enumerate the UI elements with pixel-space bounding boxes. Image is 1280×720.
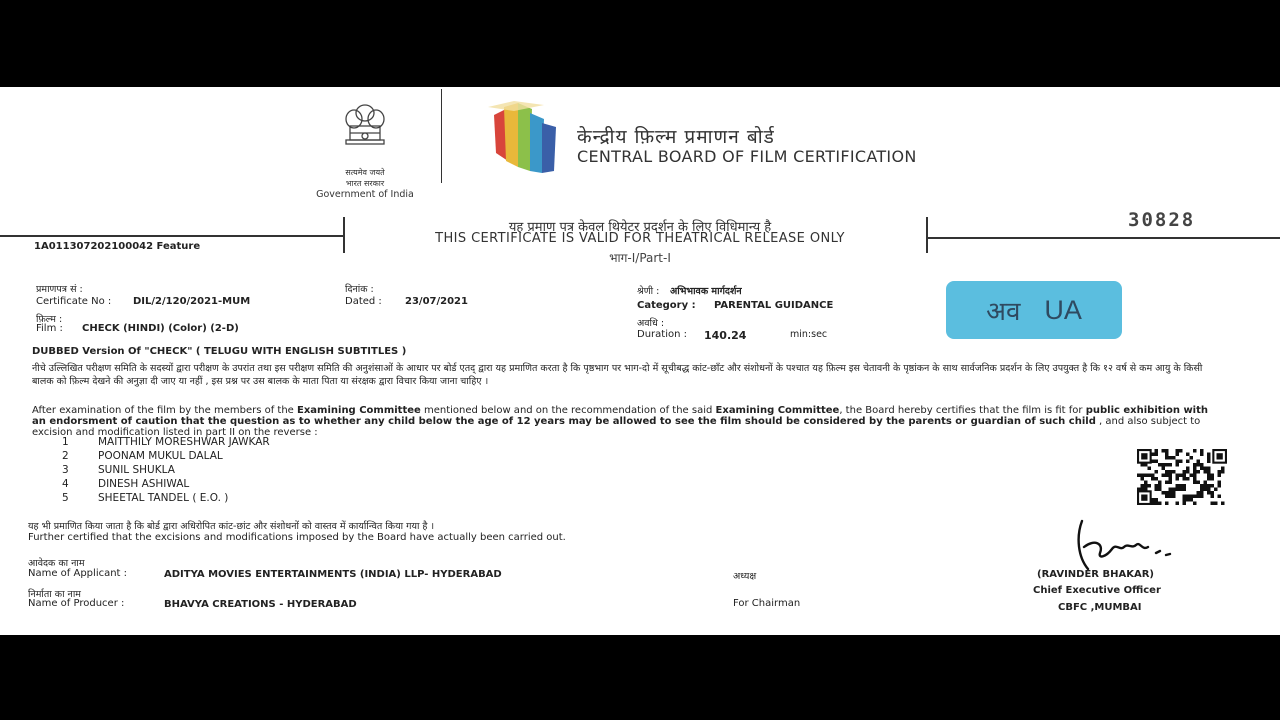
duration-value: 140.24 [704,329,747,342]
category-hindi-label: श्रेणी : [637,286,660,297]
signature-icon [1070,517,1182,573]
part-label: भाग-I/Part-I [609,251,671,265]
certificate-sheet [0,87,1280,635]
category-hindi-value: अभिभावक मार्गदर्शन [670,286,742,297]
govt-hindi: भारत सरकार [345,179,385,188]
banner-bracket-left [343,217,345,253]
board-name-hindi: केन्द्रीय फ़िल्म प्रमाणन बोर्ड [577,126,775,148]
serial-number: 30828 [1128,209,1196,231]
producer-label: Name of Producer : [28,598,125,609]
govt-english: Government of India [316,189,414,200]
member-number: 4 [62,478,69,490]
cbfc-logo-icon [484,97,564,179]
member-number: 1 [62,436,69,448]
member-number: 3 [62,464,69,476]
duration-label: Duration : [637,329,687,340]
english-para-part: Examining Committee [297,405,421,416]
qr-code-icon [1137,449,1227,505]
member-name: SUNIL SHUKLA [98,464,175,476]
signatory-title: Chief Executive Officer [1033,585,1161,596]
member-number: 2 [62,450,69,462]
government-of-india-caption [300,167,430,200]
chairman-label: For Chairman [733,598,801,609]
chairman-hindi: अध्यक्ष [733,571,757,582]
applicant-value: ADITYA MOVIES ENTERTAINMENTS (INDIA) LLP- HYDERABAD [164,569,502,580]
rating-code: UA [1044,294,1082,325]
date-value: 23/07/2021 [405,296,468,307]
validity-english: THIS CERTIFICATE IS VALID FOR THEATRICAL RELEASE ONLY [435,231,845,246]
english-para-part: , the Board hereby certifies that the film is fit for [839,405,1086,416]
member-name: SHEETAL TANDEL ( E.O. ) [98,492,229,504]
banner-line-right [926,237,1280,239]
board-name-english: CENTRAL BOARD OF FILM CERTIFICATION [577,147,917,166]
english-para-part: public exhibition with an endorsment of caution that the question as to whether any child below the age of 12 years may be allowed to see the film should be considered by the parents or guardian of such child [32,405,1209,427]
english-para-part: mentioned below and on the recommendation of the said [420,405,716,416]
category-value: PARENTAL GUIDANCE [714,300,834,311]
date-label: Dated : [345,296,382,307]
certificate-no-hindi: प्रमाणपत्र सं : [36,284,83,295]
category-label: Category : [637,300,696,311]
duration-unit: min:sec [790,329,828,340]
producer-hindi: निर्माता का नाम [28,589,81,600]
member-name: DINESH ASHIWAL [98,478,190,490]
member-number: 5 [62,492,69,504]
emblem-motto: सत्यमेव जयते [345,168,385,177]
english-para-part: After examination of the film by the members of the [32,405,298,416]
national-emblem-icon [330,99,400,161]
english-para-part: Examining Committee [715,405,840,416]
further-english: Further certified that the excisions and modifications imposed by the Board have actually been carried out. [28,532,566,543]
applicant-label: Name of Applicant : [28,568,128,579]
certificate-no-value: DIL/2/120/2021-MUM [133,296,251,307]
duration-hindi: अवधि : [637,318,665,329]
member-name: POONAM MUKUL DALAL [98,450,223,462]
banner-bracket-right [926,217,928,253]
hindi-paragraph: नीचे उल्लिखित परीक्षण समिति के सदस्यों द्वारा परीक्षण के उपरांत तथा इस परीक्षण समिति की अनुशंसाओं के आधार पर बोर्ड एतद् द्वारा यह प्रमाणित करता है कि पृष्ठभाग पर भाग-दो में सूचीबद्ध कांट-छाँट और संशोधनों के पश्चात यह फ़िल्म इस चेतावनी के पृष्ठांकन के साथ सार्वजनिक प्रदर्शन के लिए उपयुक्त है कि १२ वर्ष से कम आयु के किसी बालक को फ़िल्म देखने की अनुज्ञा दी जाए या नहीं , इस प्रश्न पर उस बालक के माता पिता या संरक्षक द्वारा विचार किया जाना चाहिए । [32,363,1203,387]
film-value: CHECK (HINDI) (Color) (2-D) [82,323,239,334]
validity-hindi: यह प्रमाण पत्र केवल थियेटर प्रदर्शन के लिए विधिमान्य है [508,220,772,235]
applicant-hindi: आवेदक का नाम [28,558,85,569]
signatory-office: CBFC ,MUMBAI [1058,602,1142,613]
signatory-name: (RAVINDER BHAKAR) [1037,569,1154,580]
english-paragraph [32,405,1222,438]
certificate-no-label: Certificate No : [36,296,112,307]
dubbed-version: DUBBED Version Of "CHECK" ( TELUGU WITH ENGLISH SUBTITLES ) [32,346,407,357]
member-name: MAITTHILY MORESHWAR JAWKAR [98,436,270,448]
rating-hindi: अव [986,297,1021,327]
producer-value: BHAVYA CREATIONS - HYDERABAD [164,599,357,610]
banner-line-left [0,235,344,237]
film-hindi: फ़िल्म : [36,314,63,325]
feature-id: 1A011307202100042 Feature [34,241,201,252]
further-hindi: यह भी प्रमाणित किया जाता है कि बोर्ड द्वारा अधिरोपित कांट-छांट और संशोधनों को वास्तव में कार्यान्वित किया गया है । [28,521,435,532]
film-label: Film : [36,323,63,334]
english-para-part: , and also subject to excision and modification listed in part II on the reverse : [32,416,1201,438]
rating-badge [946,281,1122,339]
date-hindi: दिनांक : [345,284,374,295]
header-divider [441,89,442,183]
